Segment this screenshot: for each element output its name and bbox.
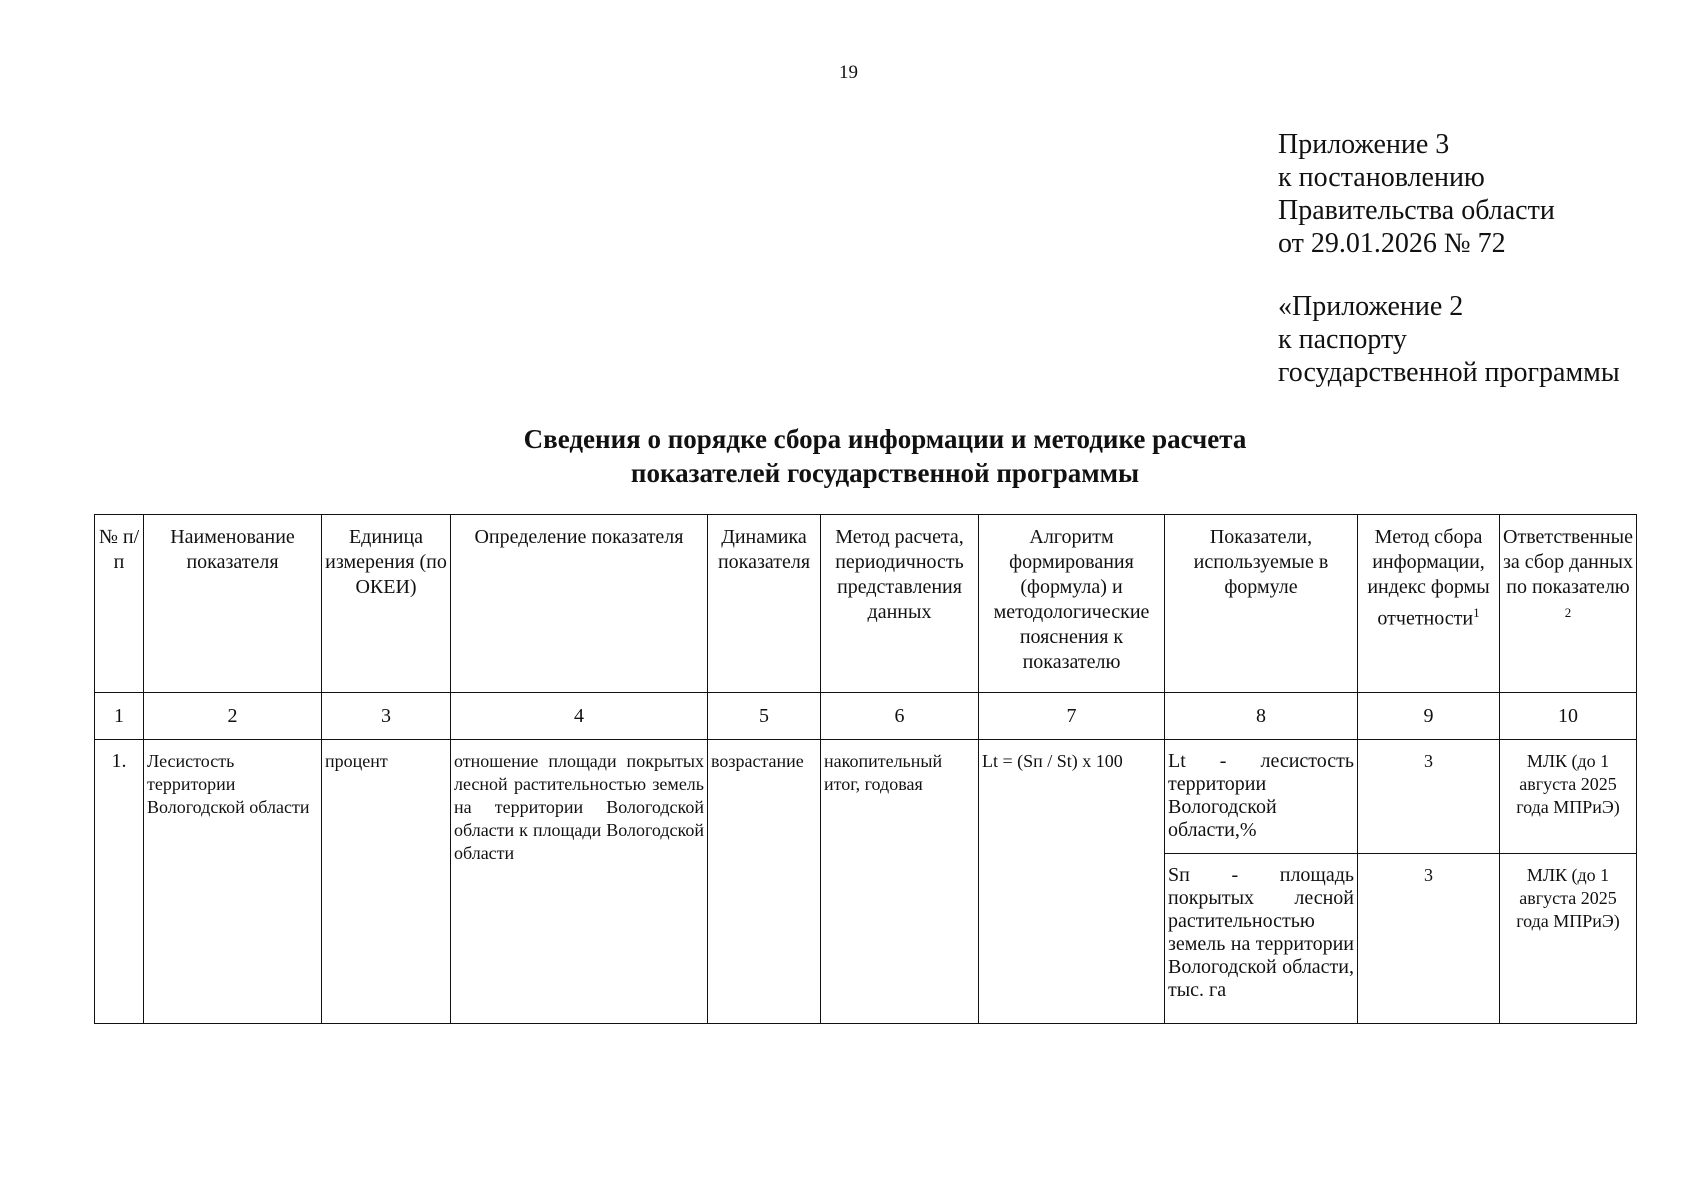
header-responsible xyxy=(1500,515,1637,693)
header-unit: Единица измерения (по ОКЕИ) xyxy=(322,515,451,693)
formula-indicator: Sп - площадь покрытых лесной растительностью земель на территории Вологодской области, тыс. га xyxy=(1165,854,1358,1024)
annex-sub-line: к паспорту xyxy=(1278,324,1407,355)
header-num: № п/п xyxy=(95,515,144,693)
responsible-body: МЛК (до 1 августа 2025 года МПРиЭ) xyxy=(1500,854,1637,1024)
table-row xyxy=(95,740,1637,854)
header-method: Метод расчета, периодичность представления данных xyxy=(821,515,979,693)
annex-sub-line: государственной программы xyxy=(1278,357,1620,388)
column-number: 9 xyxy=(1358,693,1500,740)
indicator-dynamics: возрастание xyxy=(708,740,821,1024)
header-name: Наименование показателя xyxy=(144,515,322,693)
formula-indicator: Lt - лесистость территории Вологодской области,% xyxy=(1165,740,1358,854)
annex-header-line: Приложение 3 xyxy=(1278,129,1450,160)
column-number: 8 xyxy=(1165,693,1358,740)
header-dynamics: Динамика показателя xyxy=(708,515,821,693)
collection-method: 3 xyxy=(1358,740,1500,854)
annex-header xyxy=(1278,128,1555,260)
footnote-marker: 2 xyxy=(1564,605,1572,620)
header-algorithm: Алгоритм формирования (формула) и методологические пояснения к показателю xyxy=(979,515,1165,693)
column-number-row xyxy=(95,693,1637,740)
column-number: 10 xyxy=(1500,693,1637,740)
annex-sub-header xyxy=(1278,290,1620,389)
annex-sub-line: «Приложение 2 xyxy=(1278,291,1464,322)
title-line-1: Сведения о порядке сбора информации и методике расчета xyxy=(523,424,1247,454)
column-number: 3 xyxy=(322,693,451,740)
collection-method: 3 xyxy=(1358,854,1500,1024)
header-collection xyxy=(1358,515,1500,693)
indicator-algorithm: Lt = (Sп / St) x 100 xyxy=(979,740,1165,1024)
column-number: 6 xyxy=(821,693,979,740)
column-number: 2 xyxy=(144,693,322,740)
footnote-marker: 1 xyxy=(1473,605,1480,620)
title-line-2: показателей государственной программы xyxy=(630,458,1140,488)
header-responsible-text: Ответственные за сбор данных по показателю xyxy=(1503,526,1633,598)
row-num: 1. xyxy=(95,740,144,1024)
annex-header-line: Правительства области xyxy=(1278,195,1555,226)
header-definition: Определение показателя xyxy=(451,515,708,693)
annex-header-line: к постановлению xyxy=(1278,162,1485,193)
column-number: 7 xyxy=(979,693,1165,740)
header-collection-text: Метод сбора информации, индекс формы отчетности xyxy=(1367,526,1490,630)
document-title xyxy=(0,422,1697,490)
page-number: 19 xyxy=(839,62,858,83)
indicator-unit: процент xyxy=(322,740,451,1024)
indicator-definition: отношение площади покрытых лесной растительностью земель на территории Вологодской области к площади Вологодской области xyxy=(451,740,708,1024)
column-number: 1 xyxy=(95,693,144,740)
indicators-table xyxy=(94,514,1637,1024)
header-indicators: Показатели, используемые в формуле xyxy=(1165,515,1358,693)
responsible-body: МЛК (до 1 августа 2025 года МПРиЭ) xyxy=(1500,740,1637,854)
column-number: 5 xyxy=(708,693,821,740)
indicator-method: накопительный итог, годовая xyxy=(821,740,979,1024)
table-header-row xyxy=(95,515,1637,693)
annex-header-line: от 29.01.2026 № 72 xyxy=(1278,228,1506,259)
column-number: 4 xyxy=(451,693,708,740)
indicator-name: Лесистость территории Вологодской области xyxy=(144,740,322,1024)
